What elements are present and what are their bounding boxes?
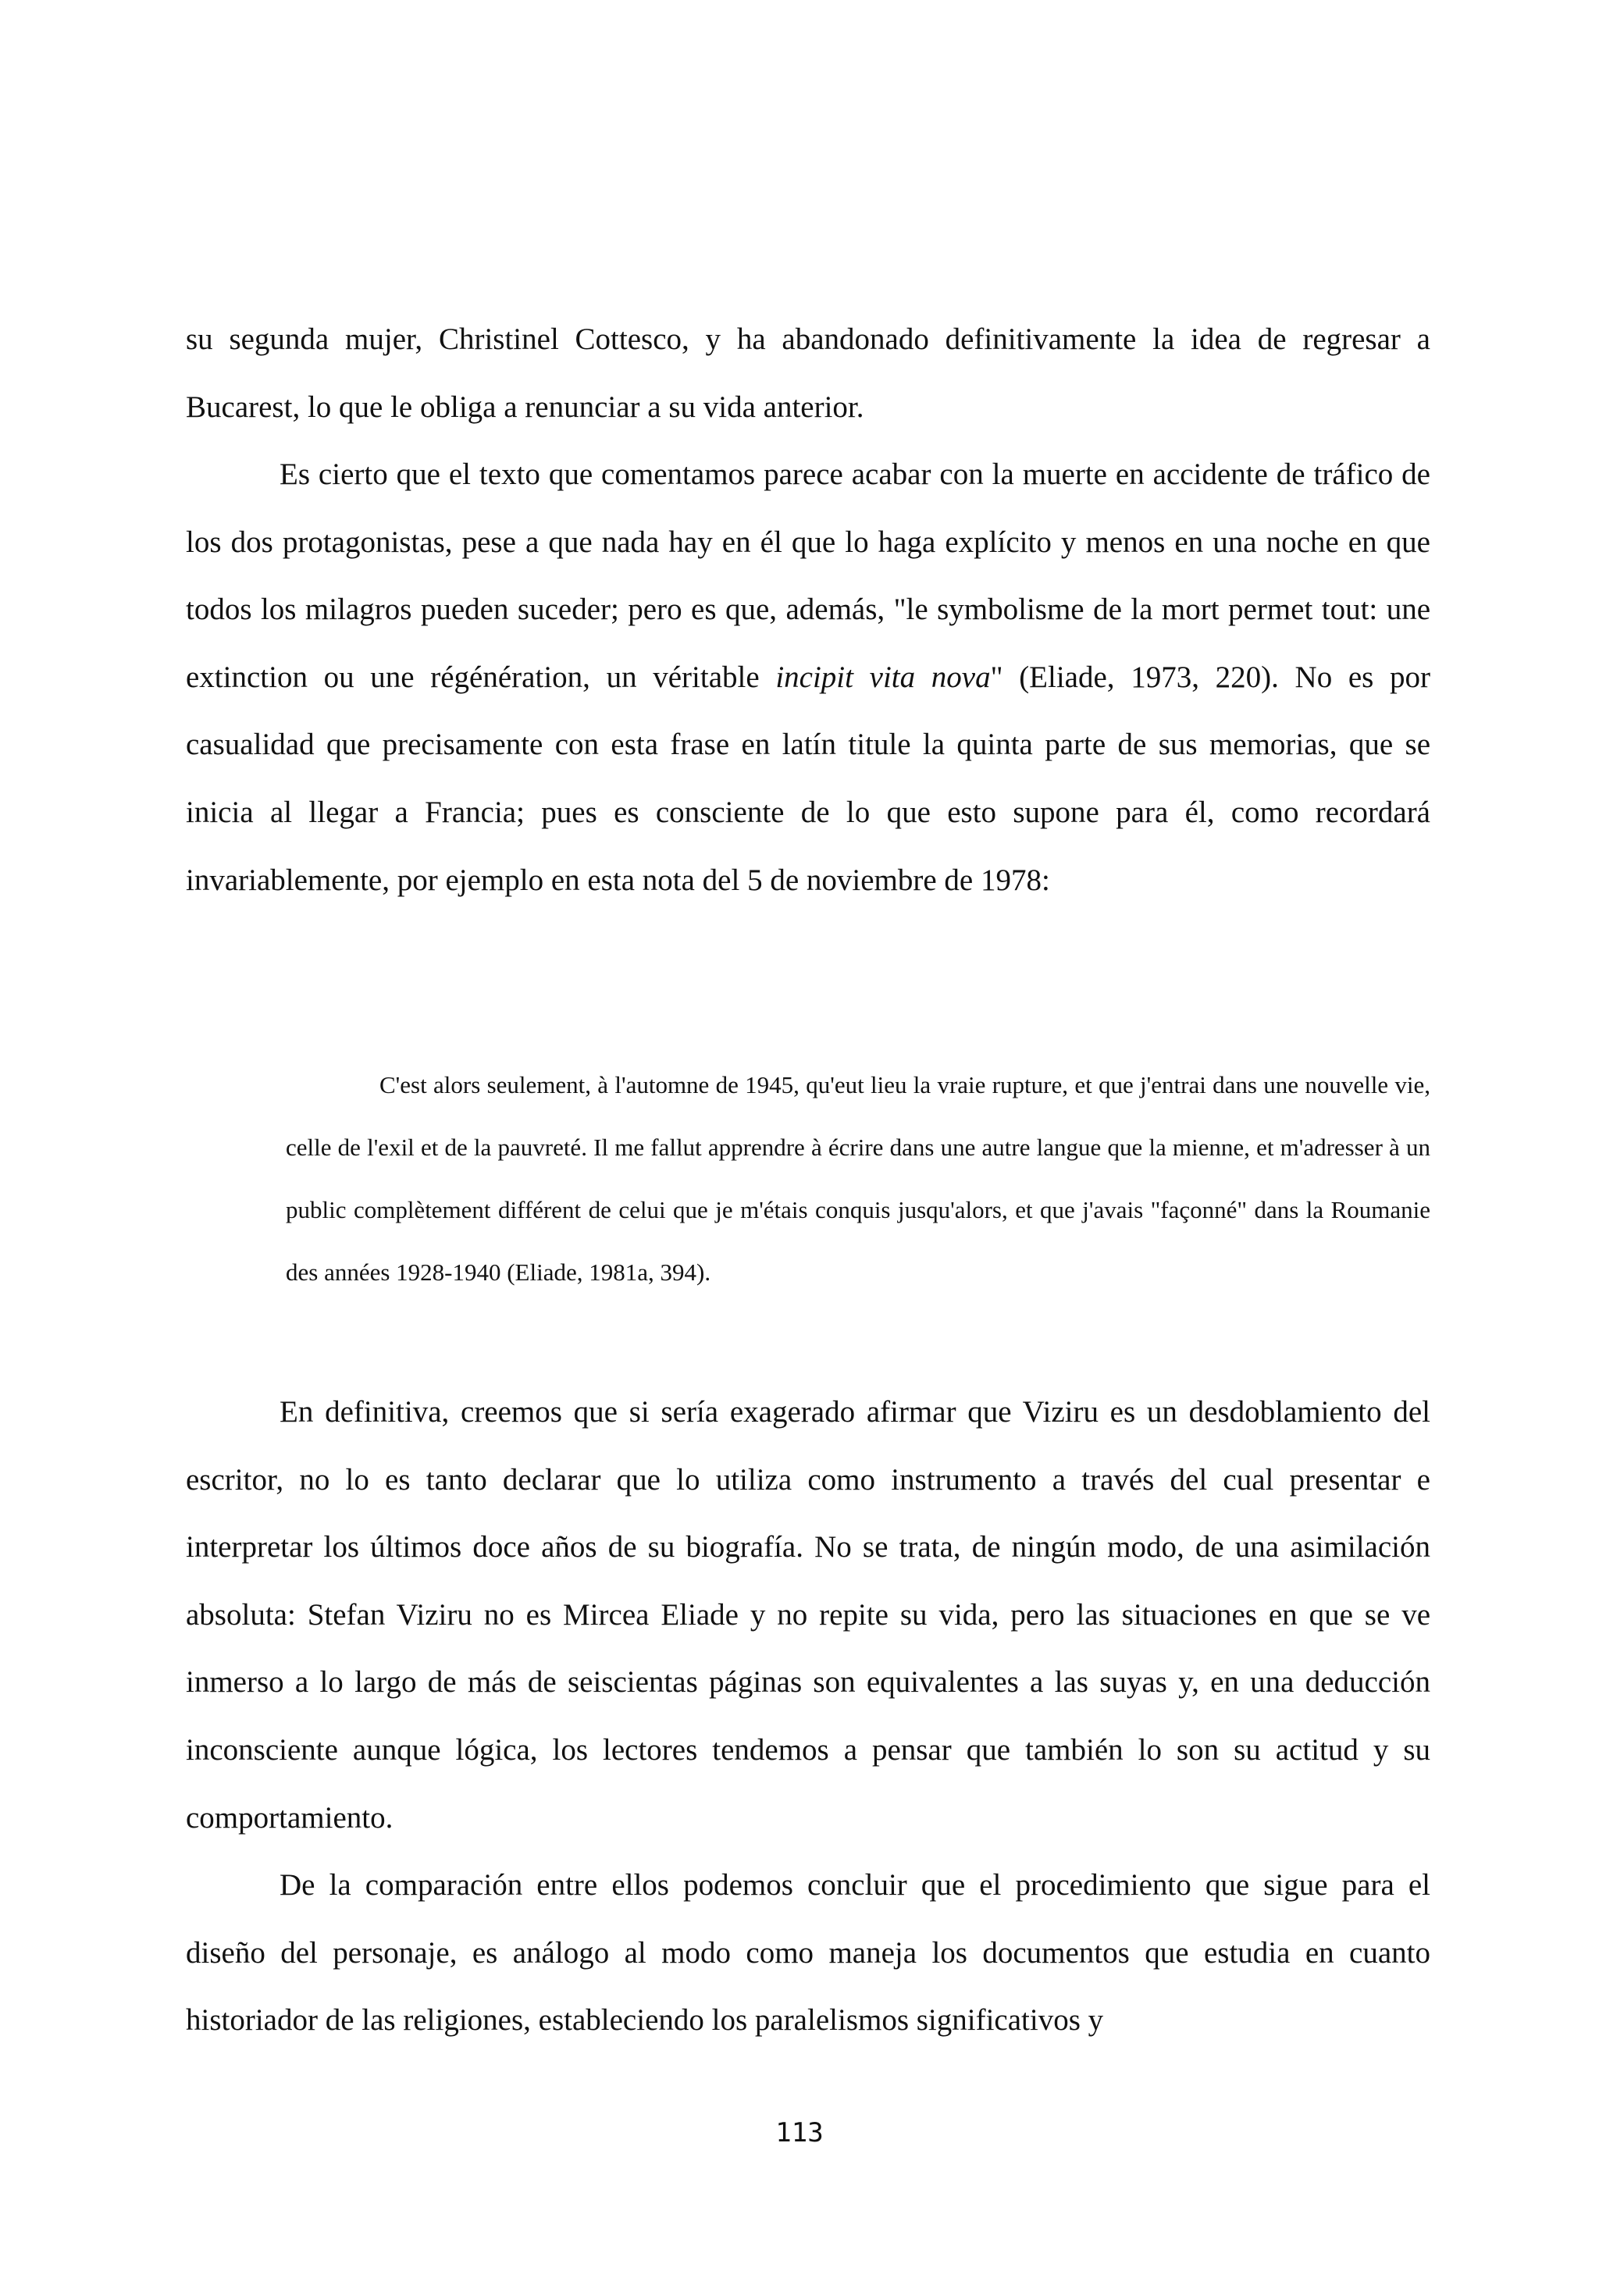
paragraph-continuation: su segunda mujer, Christinel Cottesco, y ha abandonado definitivamente la idea de regresar a Bucarest, lo que le obliga a renunciar a su vida anterior. <box>186 322 1430 424</box>
paragraph-text-before-italic: Es cierto que el texto que comentamos parece acabar con la muerte en accidente de tráfico de los dos protagonistas, pese a que nada hay en él que lo haga explícito y menos en una noche en que todos los milagros pueden suceder; pero es que, además, "le symbolisme de la mort permet tout: une extinction ou une régénération, un véritable <box>186 457 1430 694</box>
italic-latin-phrase: incipit vita nova <box>775 660 991 694</box>
paragraph-definitiva: En definitiva, creemos que si sería exagerado afirmar que Viziru es un desdoblamiento del escritor, no lo es tanto declarar que lo utiliza como instrumento a través del cual presentar e interpretar los últimos doce años de su biografía. No se trata, de ningún modo, de una asimilación absoluta: Stefan Viziru no es Mircea Eliade y no repite su vida, pero las situaciones en que se ve inmerso a lo largo de más de seiscientas páginas son equivalentes a las suyas y, en una deducción inconsciente aunque lógica, los lectores tendemos a pensar que también lo son su actitud y su comportamiento. <box>186 1395 1430 1835</box>
paragraph-eliade-symbolism <box>186 441 1430 914</box>
paragraph-comparacion: De la comparación entre ellos podemos concluir que el procedimiento que sigue para el diseño del personaje, es análogo al modo como maneja los documentos que estudia en cuanto historiador de las religiones, estableciendo los paralelismos significativos y <box>186 1868 1430 2038</box>
paragraph-text-after-italic: " (Eliade, 1973, 220). No es por casualidad que precisamente con esta frase en latín titule la quinta parte de sus memorias, que se inicia al llegar a Francia; pues es consciente de lo que esto supone para él, como recordará invariablemente, por ejemplo en esta nota del 5 de noviembre de 1978: <box>186 660 1430 897</box>
page-number: 113 <box>775 2117 824 2148</box>
block-quote: C'est alors seulement, à l'automne de 1945, qu'eut lieu la vraie rupture, et que j'entrai dans une nouvelle vie, celle de l'exil et de la pauvreté. Il me fallut apprendre à écrire dans une autre langue que la mienne, et m'adresser à un public complètement différent de celui que je m'étais conquis jusqu'alors, et que j'avais "façonné" dans la Roumanie des années 1928-1940 (Eliade, 1981a, 394). <box>286 1071 1430 1286</box>
